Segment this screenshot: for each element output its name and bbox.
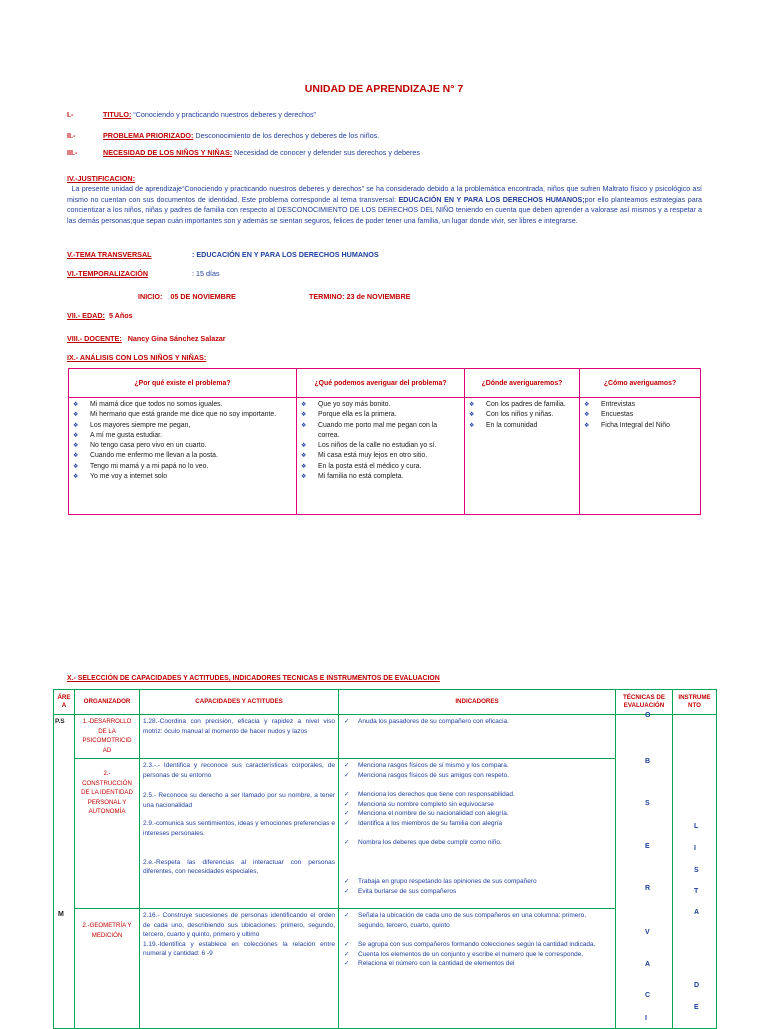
indicator-item: ✓ Se agrupa con sus compañeros formando colecciones según la cantidad indicada. bbox=[342, 940, 612, 950]
indicadores-identidad bbox=[339, 759, 616, 909]
instrumento-letter: E bbox=[694, 1004, 699, 1011]
page-title: UNIDAD DE APRENDIZAJE N° 7 bbox=[304, 83, 464, 95]
section-label: VI.-TEMPORALIZACIÓN bbox=[67, 269, 149, 278]
capacidades-identidad bbox=[140, 759, 339, 909]
tecnica-letter: V bbox=[645, 929, 650, 936]
indicadores-1 bbox=[339, 715, 616, 759]
analysis-item: ❖ Encuestas bbox=[584, 410, 696, 420]
indicator-item: ✓ Menciona su nombre completo sin equivocarse bbox=[342, 800, 612, 810]
analysis-item: ❖ En la posta está el médico y cura. bbox=[301, 462, 460, 472]
eval-header: INDICADORES bbox=[339, 690, 616, 715]
section-label: PROBLEMA PRIORIZADO: bbox=[103, 131, 194, 140]
indicator-item: ✓ Identifica a los miembros de su familia con alegría bbox=[342, 819, 612, 829]
analysis-item: ❖ Mi casa está muy lejos en otro sitio. bbox=[301, 451, 460, 461]
analysis-item: ❖ Entrevistas bbox=[584, 400, 696, 410]
evaluation-table bbox=[53, 689, 717, 1029]
section-tema bbox=[67, 250, 379, 259]
justificacion-text-b: EDUCACIÓN EN Y PARA LOS DERECHOS HUMANOS; bbox=[398, 195, 585, 204]
section-value: Necesidad de conocer y defender sus derechos y deberes bbox=[234, 148, 420, 157]
section-value: : EDUCACIÓN EN Y PARA LOS DERECHOS HUMANOS bbox=[192, 250, 379, 259]
termino-date: TERMINO: 23 de NOVIEMBRE bbox=[309, 292, 411, 301]
analysis-item: ❖ Con los niños y niñas. bbox=[469, 410, 575, 420]
indicator-item: ✓ Menciona rasgos físicos de sí mismo y los compara. bbox=[342, 761, 612, 771]
section-label: NECESIDAD DE LOS NIÑOS Y NIÑAS: bbox=[103, 148, 233, 157]
analysis-item: ❖ Los niños de la calle no estudian yo sí. bbox=[301, 441, 460, 451]
section-label: VIII.- DOCENTE: bbox=[67, 334, 122, 343]
analysis-item: ❖ Porque ella es la primera. bbox=[301, 410, 460, 420]
section-label: TITULO: bbox=[103, 110, 132, 119]
tecnica-letter: R bbox=[645, 885, 651, 892]
analysis-header: ¿Qué podemos averiguar del problema? bbox=[297, 369, 465, 398]
section-number: I.- bbox=[67, 110, 74, 119]
analysis-col-donde bbox=[465, 398, 580, 515]
tecnica-letter: O bbox=[645, 712, 651, 719]
area-m: M bbox=[58, 911, 64, 918]
eval-header: TÉCNICAS DE EVALUACIÓN bbox=[616, 690, 673, 715]
analysis-item: ❖ Los mayores siempre me pegan, bbox=[73, 421, 292, 431]
analysis-col-que bbox=[297, 398, 465, 515]
justificacion-text bbox=[67, 184, 702, 226]
analysis-header: ¿Por qué existe el problema? bbox=[69, 369, 297, 398]
eval-header: ÁRE A bbox=[54, 690, 75, 715]
indicadores-geometria bbox=[339, 909, 616, 1029]
indicator-item: ✓ Nombra los deberes que debe cumplir como niño. bbox=[342, 838, 612, 848]
instrumento-letter: I bbox=[694, 845, 696, 852]
section-value: Nancy Gina Sánchez Salazar bbox=[127, 334, 226, 343]
section-temporalizacion bbox=[67, 269, 220, 278]
analysis-col-por-que bbox=[69, 398, 297, 515]
justificacion-text-c: por ello planteamos estrategias para concientizar a los niños, niñas y padres de familia con respecto al DESCONOCIMIENTO DE LOS DERECHOS DEL NIÑO teniendo en cuenta que deben aprender a valorase así mismos y a respetar a las demás personas;que sepan cuán importantes son y además se sientan seguros, felices de poder tener una familia, un lugar donde vivir, ser libres e integrarse. bbox=[67, 195, 702, 225]
section-value: Desconocimiento de los derechos y deberes de los niños. bbox=[195, 131, 380, 140]
indicator-item: ✓ Evita burlarse de sus compañeros bbox=[342, 887, 612, 897]
analysis-item: ❖ A mí me gusta estudiar. bbox=[73, 431, 292, 441]
section-problema bbox=[67, 131, 379, 140]
inicio-date: INICIO: 05 DE NOVIEMBRE bbox=[138, 292, 236, 301]
capacidad-2-e: 2.e.-Respeta las diferencias al interactuar con personas diferentes, con necesidades especiales, bbox=[143, 858, 335, 876]
eval-header: CAPACIDADES Y ACTITUDES bbox=[140, 690, 339, 715]
indicator-item: ✓ Cuenta los elementos de un conjunto y escribe el numero que le corresponde. bbox=[342, 950, 612, 960]
instrumento-letter: A bbox=[694, 909, 700, 916]
capacidad-1-19: 1.19.-Identifica y establece en colecciones la relación entre numeral y cantidad: 6 -9 bbox=[143, 940, 335, 958]
indicator-item: ✓ Menciona rasgos físicos de sus amigos con respeto. bbox=[342, 771, 612, 781]
instrumento-letter: D bbox=[694, 982, 700, 989]
section-docente bbox=[67, 334, 226, 343]
analysis-header: ¿Cómo averiguamos? bbox=[580, 369, 701, 398]
analysis-item: ❖ Mi hermano que está grande me dice que no soy importante. bbox=[73, 410, 292, 420]
tecnica-letter: C bbox=[645, 992, 651, 999]
capacidad-2-5: 2.5.- Reconoce su derecho a ser llamado por su nombre, a tener una nacionalidad bbox=[143, 792, 335, 809]
analysis-item: ❖ No tengo casa pero vivo en un cuarto. bbox=[73, 441, 292, 451]
indicator-item: ✓ Menciona el nombre de su nacionalidad con alegría. bbox=[342, 809, 612, 819]
analysis-item: ❖ Mi familia no está completa. bbox=[301, 472, 460, 482]
tecnica-letter: E bbox=[645, 843, 650, 850]
tecnica-cell bbox=[616, 715, 673, 1029]
section-value: : 15 días bbox=[192, 269, 220, 278]
tecnica-letter: I bbox=[645, 1015, 647, 1022]
capacidad-2-3: 2.3.-.- Identifica y reconoce sus características corporales, de personas de su entorno bbox=[143, 762, 335, 779]
section-x-heading: X.- SELECCIÓN DE CAPACIDADES Y ACTITUDES, INDICADORES TECNICAS E INSTRUMENTOS DE EVALUACION bbox=[67, 675, 440, 682]
analysis-item: ❖ Yo me voy a internet solo bbox=[73, 472, 292, 482]
area-ps: P.S bbox=[55, 718, 65, 725]
instrumento-letter: T bbox=[694, 888, 699, 895]
section-label: V.-TEMA TRANSVERSAL bbox=[67, 250, 152, 259]
analysis-item: ❖ Que yo soy más bonito. bbox=[301, 400, 460, 410]
section-necesidad bbox=[67, 148, 420, 157]
section-value: 5 Años bbox=[108, 311, 133, 320]
analysis-item: ❖ Con los padres de familia. bbox=[469, 400, 575, 410]
indicator-item: ✓ Anuda los pasadores de su compañero con eficacia. bbox=[342, 717, 612, 727]
analysis-item: ❖ Cuando me porto mal me pegan con la correa. bbox=[301, 421, 460, 442]
instrumento-letter: S bbox=[694, 867, 699, 874]
analisis-heading: IX.- ANÁLISIS CON LOS NIÑOS Y NIÑAS: bbox=[67, 353, 207, 362]
capacidad-1-28: 1.28.-Coordina con precisión, eficacia y rapidez a nivel viso motriz: óculo manual al momento de hacer nudos y lazos bbox=[140, 715, 339, 759]
section-titulo bbox=[67, 110, 316, 119]
analysis-item: ❖ Cuando me enfermo me llevan a la posta. bbox=[73, 451, 292, 461]
section-value: “Conociendo y practicando nuestros deberes y derechos” bbox=[133, 110, 316, 119]
tecnica-letter: B bbox=[645, 758, 651, 765]
section-edad bbox=[67, 311, 133, 320]
tecnica-letter: S bbox=[645, 800, 650, 807]
indicator-item: ✓ Trabaja en grupo respetando las opiniones de sus compañero bbox=[342, 877, 612, 887]
analysis-item: ❖ Ficha Integral del Niño bbox=[584, 421, 696, 431]
justificacion-text-a: La presente unidad de aprendizaje“Conociendo y practicando nuestros deberes y derechos” se ha considerado debido a la problemática encontrada, niños que sufren Maltrato físico y psicológico así mismo no cuentan con sus documentos de identidad. Este problema corresponde al tema transversal: bbox=[67, 185, 702, 204]
section-number: III.- bbox=[67, 148, 78, 157]
capacidad-2-16: 2.16.- Construye sucesiones de personas identificando el orden de cada uno, describiendo sus ubicaciones: primero, segundo, tercero, cuarto y quinto, primero y ultimo bbox=[143, 912, 335, 939]
indicator-item: ✓ Señala la ubicación de cada uno de sus compañeros en una columna: primero, segundo, tercero, cuarto, quinto bbox=[342, 911, 612, 930]
capacidad-2-9: 2.9.-comunica sus sentimientos, ideas y emociones preferencias e intereses personales. bbox=[143, 820, 335, 837]
capacidades-geometria bbox=[140, 909, 339, 1029]
organizador-geometria: 2.-GEOMETRÍA Y MEDICIÓN bbox=[75, 909, 140, 1029]
analysis-item: ❖ Tengo mi mamá y a mi papá no lo veo. bbox=[73, 462, 292, 472]
analysis-table bbox=[68, 368, 701, 515]
instrumento-letter: L bbox=[694, 823, 699, 830]
justificacion-heading: IV.-JUSTIFICACION: bbox=[67, 174, 136, 183]
analysis-header: ¿Dónde averiguaremos? bbox=[465, 369, 580, 398]
area-cell bbox=[54, 715, 75, 1029]
indicator-item: ✓ Menciona los derechos que tiene con responsabilidad. bbox=[342, 790, 612, 800]
analysis-item: ❖ En la comunidad bbox=[469, 421, 575, 431]
tecnica-letter: A bbox=[645, 961, 651, 968]
analysis-col-como bbox=[580, 398, 701, 515]
eval-header: INSTRUME NTO bbox=[673, 690, 717, 715]
eval-header: ORGANIZADOR bbox=[75, 690, 140, 715]
organizador-psicomotricidad: 1.-DESARROLLO DE LA PSICOMOTRICID AD bbox=[75, 715, 140, 759]
section-number: II.- bbox=[67, 131, 76, 140]
section-label: VII.- EDAD: bbox=[67, 311, 105, 320]
analysis-item: ❖ Mi mamá dice que todos no somos iguales. bbox=[73, 400, 292, 410]
indicator-item: ✓ Relaciona el número con la cantidad de elementos del bbox=[342, 959, 612, 969]
organizador-identidad: 2.- CONSTRUCCIÓN DE LA IDENTIDAD PERSONAL Y AUTONOMÍA bbox=[75, 759, 140, 909]
